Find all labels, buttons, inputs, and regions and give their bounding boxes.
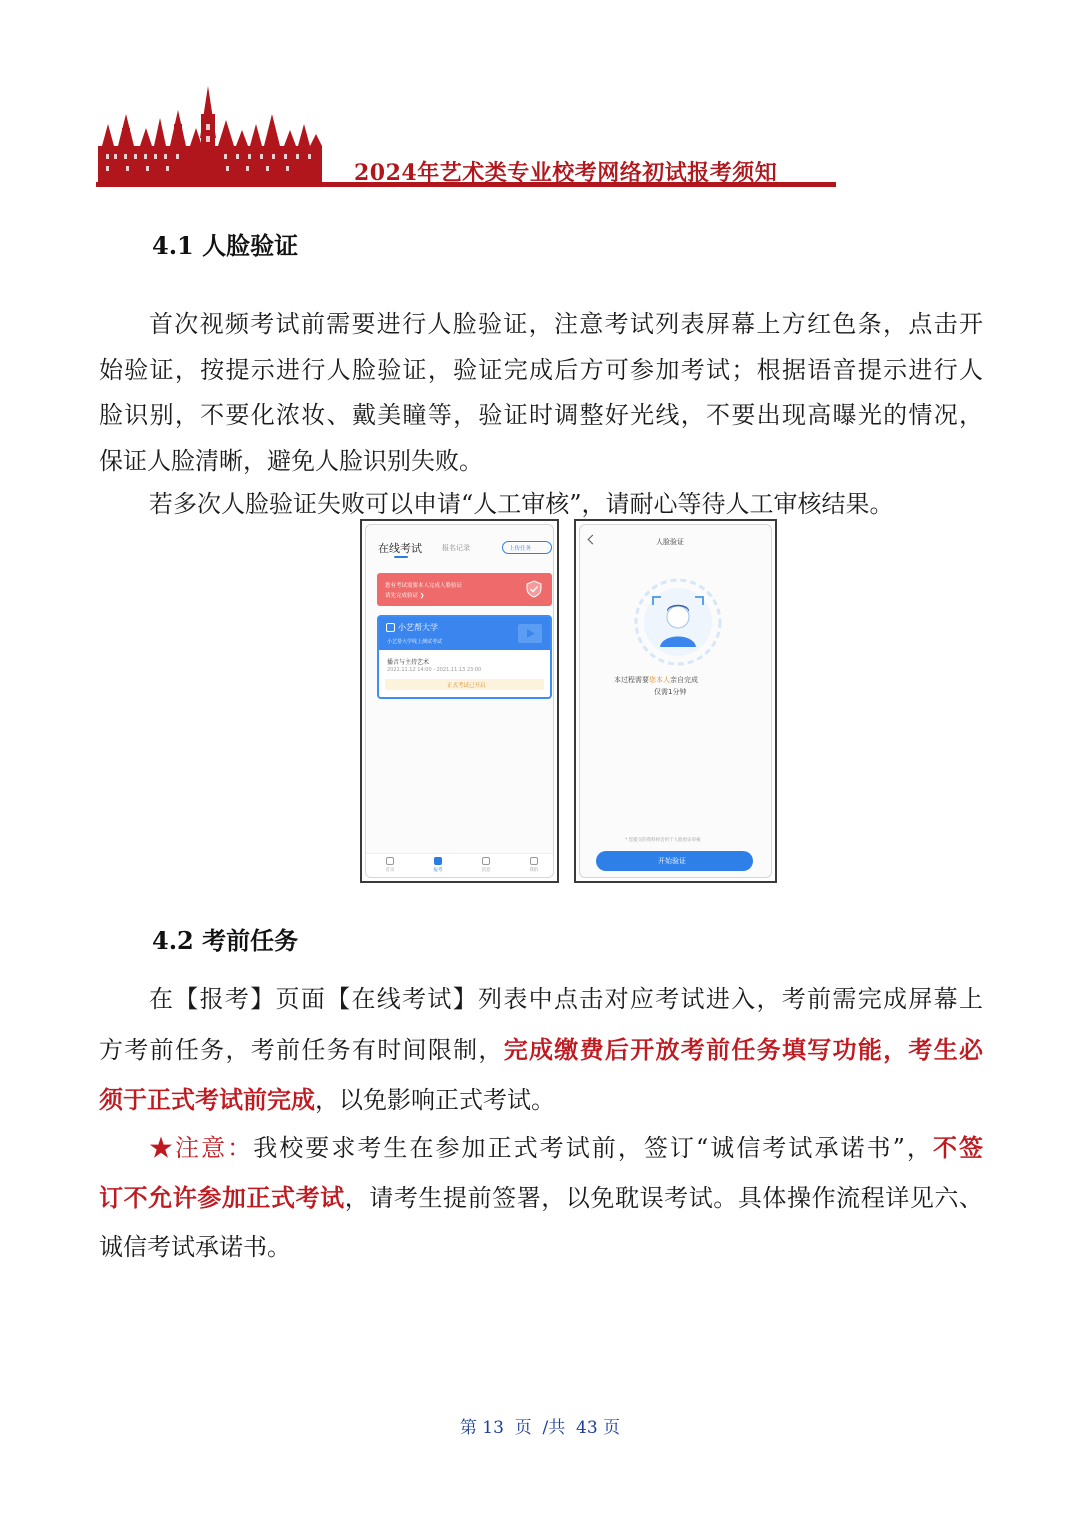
text-segment: ，以免影响正式考试。 [315,1086,555,1114]
exam-card-header [379,617,550,650]
text-segment: ，请考生提前签署，以免耽误考试。具体操作流程详见六、 [344,1184,984,1212]
exam-name: 播音与主持艺术 [387,659,430,666]
nav-apply[interactable] [430,857,446,873]
shield-icon [526,580,542,598]
face-verification-screenshot [574,519,777,883]
note-star-label: ★注意： [149,1134,254,1162]
section-heading-face-verification: 4.1 人脸验证 [152,231,299,260]
paragraph-line [99,1025,983,1076]
paragraph-line: 诚信考试承诺书。 [99,1233,291,1261]
face-verification-paragraph [99,302,983,484]
paragraph-line: 保证人脸清晰，避免人脸识别失败。 [99,446,483,475]
paragraph-line [99,1123,983,1173]
school-subtitle: 小艺帮大学线上测试考试 [387,639,443,645]
paragraph-line: 脸识别，不要化浓妆、戴美瞳等，验证时调整好光线，不要出现高曝光的情况， [99,401,983,429]
start-verification-label: 开始验证 [658,857,686,865]
highlight-segment: 订不允许参加正式考试 [99,1183,345,1212]
note-suffix: 亲自完成 [670,676,698,684]
paragraph-line [99,1075,983,1126]
nav-label: 首页 [385,868,395,873]
upload-task-button[interactable] [502,541,552,554]
note-highlight: 您本人 [649,676,670,684]
section-heading-pre-exam-tasks: 4.2 考前任务 [152,926,299,955]
header-title: 2024年艺术类专业校考网络初试报考须知 [354,160,778,186]
face-verify-title: 人脸验证 [656,538,684,546]
video-play-icon [518,624,542,643]
exam-list-screenshot [360,519,559,883]
bottom-nav [366,853,553,877]
text-segment: 我校要求考生在参加正式考试前，签订“诚信考试承诺书”， [253,1134,933,1162]
highlight-segment: 须于正式考试前完成 [99,1085,315,1114]
castle-logo [96,84,326,188]
school-logo-icon [386,623,395,632]
page-header [96,84,836,194]
nav-label: 消息 [481,868,491,873]
message-icon [482,857,490,865]
nav-label: 报考 [433,868,443,873]
exam-card[interactable] [377,615,552,699]
face-verify-footnote: * 您提交的资料将会用于人脸验证审核 [625,838,701,843]
face-scan-icon [633,577,723,667]
paragraph-line: 若多次人脸验证失败可以申请“人工审核”，请耐心等待人工审核结果。 [149,490,894,518]
nav-mine[interactable] [526,857,542,873]
page-number: 第 13 页 /共 43 页 [459,1418,621,1438]
tab-online-exam[interactable]: 在线考试 [378,542,422,555]
face-verify-note-line2: 仅需1分钟 [654,688,687,696]
exam-status-label: 正式考试已开启 [447,683,486,689]
alert-line-1: 您有考试需要本人完成人脸验证 [385,583,463,589]
note-prefix: 本过程需要 [614,676,649,684]
exam-time: 2021.11.12 14:00 - 2021.11.13 23:00 [387,667,482,673]
integrity-note-paragraph [99,1123,983,1272]
start-verification-button[interactable] [596,851,753,871]
home-icon [386,857,394,865]
face-verification-alert-bar[interactable] [377,573,552,606]
highlight-segment: 不签 [932,1133,983,1162]
nav-label: 我的 [529,868,539,873]
paragraph-line: 首次视频考试前需要进行人脸验证，注意考试列表屏幕上方红色条，点击开 [149,310,983,338]
nav-home[interactable] [382,857,398,873]
profile-icon [530,857,538,865]
alert-line-2: 请先完成验证 ❯ [385,593,425,599]
paragraph-line [99,1173,983,1223]
text-segment: 方考前任务，考前任务有时间限制， [99,1035,504,1064]
highlight-segment: 完成缴费后开放考前任务填写功能，考生必 [503,1034,984,1064]
back-arrow-icon[interactable] [588,535,598,545]
face-verify-note-line1 [614,675,698,685]
paragraph-line: 在【报考】页面【在线考试】列表中点击对应考试进入，考前需完成屏幕上 [149,985,983,1013]
exam-status-strip [385,679,544,690]
tab-underline [394,556,408,558]
upload-task-label: 上传任务 [509,546,532,552]
pre-exam-tasks-paragraph [99,975,983,1126]
nav-messages[interactable] [478,857,494,873]
paragraph-line: 始验证，按提示进行人脸验证，验证完成后方可参加考试；根据语音提示进行人 [99,355,983,384]
tab-registration-record[interactable]: 报名记录 [442,544,470,552]
school-name: 小艺帮大学 [398,623,438,632]
apply-icon [434,857,442,865]
